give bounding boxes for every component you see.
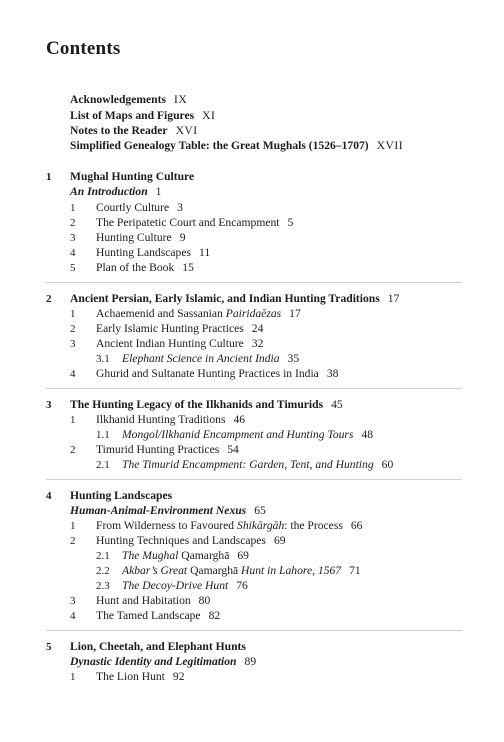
section-title: Courtly Culture (96, 201, 170, 214)
page-number: XVI (175, 124, 198, 137)
page-number: 15 (182, 261, 194, 274)
section-title: Achaemenid and Sassanian (96, 307, 226, 320)
section-number: 1 (70, 308, 76, 320)
toc-subsection[interactable] (122, 428, 373, 442)
section-title: Plan of the Book (96, 261, 175, 274)
chapter-subtitle[interactable] (70, 655, 256, 669)
section-number: 3 (70, 232, 76, 244)
page-number: 9 (179, 231, 186, 244)
toc-front-entry[interactable] (70, 93, 187, 107)
page-number: 69 (237, 549, 249, 562)
divider (46, 630, 462, 631)
page-number: 45 (331, 398, 343, 411)
toc-front-entry[interactable] (70, 124, 198, 138)
subsection-number: 2.3 (96, 580, 110, 592)
section-title-end: : the Process (284, 519, 343, 532)
page-number: 17 (387, 292, 400, 305)
page-number: 92 (172, 670, 185, 683)
toc-front-entry[interactable] (70, 109, 215, 123)
subsection-title: The Timurid Encampment: Garden, Tent, and Hunting (122, 458, 374, 471)
page-number: XVII (376, 139, 404, 152)
section-number: 2 (70, 217, 76, 229)
subsection-title: The Decoy-Drive Hunt (122, 579, 229, 592)
chapter-number: 2 (46, 293, 52, 305)
subsection-number: 3.1 (96, 353, 110, 365)
section-title: Ancient Indian Hunting Culture (96, 337, 244, 350)
toc-section[interactable] (96, 609, 220, 623)
chapter-title[interactable]: Hunting Landscapes (70, 489, 173, 502)
toc-section[interactable] (96, 443, 239, 457)
page-number: 89 (244, 655, 257, 668)
page-number: 80 (198, 594, 211, 607)
section-title: Hunt and Habitation (96, 594, 191, 607)
page-number: 32 (251, 337, 264, 350)
page-number: 11 (198, 246, 211, 259)
page-number: 66 (350, 519, 363, 532)
toc-section[interactable] (96, 307, 301, 321)
section-number: 4 (70, 247, 76, 259)
page-number: 17 (289, 307, 301, 320)
section-title: The Peripatetic Court and Encampment (96, 216, 280, 229)
section-number: 1 (70, 202, 76, 214)
subsection-title-roman: Qamarghā (190, 564, 239, 577)
toc-front-entry[interactable] (70, 139, 403, 153)
divider (46, 388, 462, 389)
page-number: 69 (273, 534, 286, 547)
chapter-number: 5 (46, 641, 52, 653)
chapter-title[interactable]: Mughal Hunting Culture (70, 170, 195, 183)
section-number: 2 (70, 535, 76, 547)
page-number: 46 (233, 413, 246, 426)
page-title: Contents (46, 38, 121, 59)
section-number: 3 (70, 595, 76, 607)
page-number: 1 (155, 185, 162, 198)
entry-title: Simplified Genealogy Table: the Great Mughals (1526–1707) (70, 139, 369, 152)
section-number: 5 (70, 262, 76, 274)
chapter-title[interactable]: Lion, Cheetah, and Elephant Hunts (70, 640, 246, 653)
section-title: Hunting Techniques and Landscapes (96, 534, 266, 547)
toc-section[interactable] (96, 337, 263, 351)
page-number: 60 (381, 458, 394, 471)
page-number: 82 (208, 609, 221, 622)
toc-section[interactable] (96, 261, 194, 275)
subtitle-text: Dynastic Identity and Legitimation (70, 655, 237, 668)
chapter-number: 1 (46, 171, 52, 183)
chapter-subtitle[interactable] (70, 185, 161, 199)
toc-section[interactable] (96, 246, 210, 260)
toc-subsection[interactable] (122, 564, 361, 578)
chapter-number: 3 (46, 399, 52, 411)
section-number: 4 (70, 368, 76, 380)
subsection-number: 2.1 (96, 550, 110, 562)
divider (46, 282, 462, 283)
section-title: Hunting Landscapes (96, 246, 191, 259)
section-title: Early Islamic Hunting Practices (96, 322, 244, 335)
subtitle-text: Human-Animal-Environment Nexus (70, 504, 247, 517)
section-number: 1 (70, 414, 76, 426)
entry-title: List of Maps and Figures (70, 109, 195, 122)
page-number: XI (202, 109, 216, 122)
subsection-title-roman: Qamarghā (181, 549, 230, 562)
chapter-subtitle[interactable] (70, 504, 266, 518)
subsection-title-end: Hunt in Lahore, 1567 (238, 564, 342, 577)
page-number: 71 (349, 564, 361, 577)
subsection-number: 1.1 (96, 429, 110, 441)
section-number: 1 (70, 520, 76, 532)
toc-section[interactable] (96, 367, 338, 381)
toc-subsection[interactable] (122, 458, 393, 472)
page-number: 76 (236, 579, 248, 592)
toc-section[interactable] (96, 413, 245, 427)
entry-title: Notes to the Reader (70, 124, 168, 137)
toc-subsection[interactable] (122, 549, 249, 563)
toc-section[interactable] (96, 534, 286, 548)
page-number: 24 (251, 322, 264, 335)
page-number: 65 (254, 504, 266, 517)
page-number: 35 (287, 352, 300, 365)
subtitle-text: An Introduction (70, 185, 148, 198)
section-title: From Wilderness to Favoured (96, 519, 238, 532)
chapter-number: 4 (46, 490, 52, 502)
section-title: Ghurid and Sultanate Hunting Practices in India (96, 367, 319, 380)
subsection-number: 2.1 (96, 459, 110, 471)
section-title: The Tamed Landscape (96, 609, 201, 622)
section-title: Hunting Culture (96, 231, 172, 244)
toc-section[interactable] (96, 201, 183, 215)
subsection-number: 2.2 (96, 565, 110, 577)
toc-subsection[interactable] (122, 579, 248, 593)
page-number: 54 (227, 443, 239, 456)
page-number: 3 (177, 201, 183, 214)
subsection-title: The Mughal (122, 549, 182, 562)
entry-title: Acknowledgements (70, 93, 166, 106)
page-number: 38 (326, 367, 339, 380)
section-title-italic: Shikārgāh (237, 519, 285, 532)
chapter-title-row[interactable] (70, 398, 343, 412)
section-title: The Lion Hunt (96, 670, 165, 683)
section-number: 1 (70, 671, 76, 683)
page-number: 48 (361, 428, 374, 441)
section-number: 2 (70, 444, 76, 456)
section-number: 3 (70, 338, 76, 350)
toc-section[interactable] (96, 670, 185, 684)
page-number: IX (173, 93, 188, 106)
subsection-title: Mongol/Ilkhanid Encampment and Hunting Tours (122, 428, 354, 441)
toc-section[interactable] (96, 216, 293, 230)
toc-subsection[interactable] (122, 352, 299, 366)
subsection-title: Elephant Science in Ancient India (122, 352, 280, 365)
chapter-title-row[interactable] (70, 292, 399, 306)
subsection-title: Akbar’s Great (122, 564, 191, 577)
toc-section[interactable] (96, 594, 210, 608)
toc-section[interactable] (96, 322, 263, 336)
toc-section[interactable] (96, 231, 185, 245)
section-number: 2 (70, 323, 76, 335)
chapter-title: The Hunting Legacy of the Ilkhanids and Timurids (70, 398, 324, 411)
divider (46, 479, 462, 480)
section-title-italic: Pairidaēzas (225, 307, 282, 320)
page-number: 5 (287, 216, 294, 229)
chapter-title: Ancient Persian, Early Islamic, and Indian Hunting Traditions (70, 292, 380, 305)
toc-section[interactable] (96, 519, 362, 533)
section-title: Ilkhanid Hunting Traditions (96, 413, 226, 426)
section-title: Timurid Hunting Practices (96, 443, 220, 456)
section-number: 4 (70, 610, 76, 622)
